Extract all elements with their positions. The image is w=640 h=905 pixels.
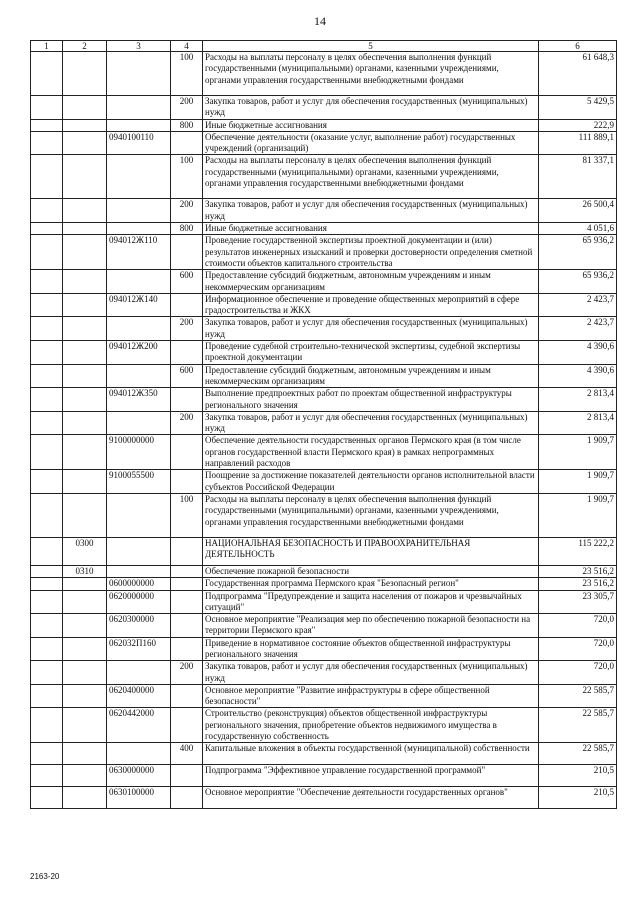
expense-type-cell	[171, 235, 203, 270]
expense-type-cell	[171, 565, 203, 577]
section-code-cell	[31, 223, 63, 235]
expense-type-cell: 200	[171, 199, 203, 223]
section-code-cell	[31, 743, 63, 765]
table-row	[31, 708, 617, 743]
section-code-cell	[31, 96, 63, 120]
subsection-code-cell	[63, 411, 107, 435]
table-row	[31, 614, 617, 638]
target-item-cell: 062032П160	[107, 637, 171, 661]
item-name-cell: Обеспечение пожарной безопасности	[203, 565, 539, 577]
amount-cell: 115 222,2	[539, 537, 617, 565]
budget-table	[30, 40, 617, 809]
subsection-code-cell	[63, 119, 107, 131]
section-code-cell	[31, 765, 63, 787]
subsection-code-cell	[63, 270, 107, 294]
item-name-cell: Закупка товаров, работ и услуг для обеспечения государственных (муниципальных) нужд	[203, 411, 539, 435]
subsection-code-cell	[63, 684, 107, 708]
item-name-cell: Закупка товаров, работ и услуг для обеспечения государственных (муниципальных) нужд	[203, 96, 539, 120]
item-name-cell: Поощрение за достижение показателей деятельности органов исполнительной власти субъектов Российской Федерации	[203, 470, 539, 494]
expense-type-cell	[171, 684, 203, 708]
expense-type-cell: 100	[171, 52, 203, 96]
table-row	[31, 388, 617, 412]
expense-type-cell	[171, 435, 203, 470]
expense-type-cell	[171, 470, 203, 494]
target-item-cell: 094012Ж140	[107, 293, 171, 317]
target-item-cell	[107, 155, 171, 199]
table-row	[31, 131, 617, 155]
section-code-cell	[31, 661, 63, 685]
amount-cell: 2 423,7	[539, 317, 617, 341]
subsection-code-cell	[63, 235, 107, 270]
item-name-cell: Приведение в нормативное состояние объектов общественной инфраструктуры регионального значения	[203, 637, 539, 661]
subsection-code-cell	[63, 364, 107, 388]
table-row	[31, 637, 617, 661]
subsection-code-cell	[63, 661, 107, 685]
expense-type-cell	[171, 293, 203, 317]
column-header: 3	[107, 41, 171, 52]
target-item-cell	[107, 223, 171, 235]
amount-cell: 22 585,7	[539, 708, 617, 743]
column-header: 5	[203, 41, 539, 52]
amount-cell: 111 889,1	[539, 131, 617, 155]
item-name-cell: Основное мероприятие "Обеспечение деятельности государственных органов"	[203, 787, 539, 809]
section-code-cell	[31, 235, 63, 270]
amount-cell: 720,0	[539, 614, 617, 638]
table-row	[31, 684, 617, 708]
table-row	[31, 578, 617, 590]
item-name-cell: Обеспечение деятельности государственных органов Пермского края (в том числе органов государственной власти Пермского края) в рамках непрограммных направлений расходов	[203, 435, 539, 470]
amount-cell: 23 305,7	[539, 590, 617, 614]
subsection-code-cell: 0300	[63, 537, 107, 565]
expense-type-cell	[171, 131, 203, 155]
section-code-cell	[31, 590, 63, 614]
table-row	[31, 565, 617, 577]
expense-type-cell	[171, 388, 203, 412]
section-code-cell	[31, 131, 63, 155]
target-item-cell	[107, 364, 171, 388]
table-row	[31, 364, 617, 388]
section-code-cell	[31, 637, 63, 661]
subsection-code-cell	[63, 578, 107, 590]
item-name-cell: Расходы на выплаты персоналу в целях обеспечения выполнения функций государственными (муниципальными) органами, казенными учреждениями, органами управления государственными внебюджетными фондами	[203, 52, 539, 96]
table-row	[31, 52, 617, 96]
target-item-cell: 0620300000	[107, 614, 171, 638]
item-name-cell: Иные бюджетные ассигнования	[203, 119, 539, 131]
section-code-cell	[31, 708, 63, 743]
item-name-cell: Расходы на выплаты персоналу в целях обеспечения выполнения функций государственными (муниципальными) органами, казенными учреждениями, органами управления государственными внебюджетными фондами	[203, 493, 539, 537]
subsection-code-cell	[63, 470, 107, 494]
table-row	[31, 155, 617, 199]
table-row	[31, 411, 617, 435]
amount-cell: 26 500,4	[539, 199, 617, 223]
table-row	[31, 787, 617, 809]
amount-cell: 22 585,7	[539, 743, 617, 765]
item-name-cell: Закупка товаров, работ и услуг для обеспечения государственных (муниципальных) нужд	[203, 661, 539, 685]
expense-type-cell	[171, 708, 203, 743]
target-item-cell: 0620400000	[107, 684, 171, 708]
target-item-cell: 094012Ж350	[107, 388, 171, 412]
amount-cell: 2 423,7	[539, 293, 617, 317]
amount-cell: 720,0	[539, 637, 617, 661]
expense-type-cell: 200	[171, 411, 203, 435]
expense-type-cell	[171, 765, 203, 787]
section-code-cell	[31, 493, 63, 537]
item-name-cell: Капитальные вложения в объекты государственной (муниципальной) собственности	[203, 743, 539, 765]
amount-cell: 65 936,2	[539, 235, 617, 270]
subsection-code-cell	[63, 493, 107, 537]
item-name-cell: Проведение государственной экспертизы проектной документации и (или) результатов инженерных изысканий и проверки достоверности определения сметной стоимости объектов капитального строительства	[203, 235, 539, 270]
amount-cell: 2 813,4	[539, 411, 617, 435]
subsection-code-cell	[63, 590, 107, 614]
column-header: 4	[171, 41, 203, 52]
table-row	[31, 96, 617, 120]
section-code-cell	[31, 199, 63, 223]
section-code-cell	[31, 787, 63, 809]
table-header-row	[31, 41, 617, 52]
amount-cell: 65 936,2	[539, 270, 617, 294]
table-row	[31, 317, 617, 341]
item-name-cell: Выполнение предпроектных работ по проектам общественной инфраструктуры регионального значения	[203, 388, 539, 412]
subsection-code-cell	[63, 614, 107, 638]
target-item-cell: 0620442000	[107, 708, 171, 743]
expense-type-cell	[171, 341, 203, 365]
table-row	[31, 270, 617, 294]
amount-cell: 23 516,2	[539, 578, 617, 590]
expense-type-cell: 100	[171, 155, 203, 199]
target-item-cell: 0630000000	[107, 765, 171, 787]
section-code-cell	[31, 52, 63, 96]
table-body	[31, 52, 617, 809]
section-code-cell	[31, 270, 63, 294]
subsection-code-cell	[63, 388, 107, 412]
subsection-code-cell	[63, 199, 107, 223]
subsection-code-cell	[63, 708, 107, 743]
subsection-code-cell	[63, 96, 107, 120]
amount-cell: 61 648,3	[539, 52, 617, 96]
item-name-cell: Закупка товаров, работ и услуг для обеспечения государственных (муниципальных) нужд	[203, 199, 539, 223]
subsection-code-cell	[63, 131, 107, 155]
table-row	[31, 235, 617, 270]
item-name-cell: Иные бюджетные ассигнования	[203, 223, 539, 235]
section-code-cell	[31, 317, 63, 341]
expense-type-cell	[171, 787, 203, 809]
item-name-cell: Основное мероприятие "Реализация мер по обеспечению пожарной безопасности на территории Пермского края"	[203, 614, 539, 638]
item-name-cell: Обеспечение деятельности (оказание услуг, выполнение работ) государственных учреждений (организаций)	[203, 131, 539, 155]
column-header: 2	[63, 41, 107, 52]
page-number: 14	[314, 14, 326, 28]
amount-cell: 5 429,5	[539, 96, 617, 120]
subsection-code-cell	[63, 743, 107, 765]
target-item-cell	[107, 270, 171, 294]
expense-type-cell	[171, 537, 203, 565]
section-code-cell	[31, 565, 63, 577]
item-name-cell: Государственная программа Пермского края "Безопасный регион"	[203, 578, 539, 590]
target-item-cell: 0620000000	[107, 590, 171, 614]
item-name-cell: Основное мероприятие "Развитие инфраструктуры в сфере общественной безопасности"	[203, 684, 539, 708]
table-row	[31, 119, 617, 131]
target-item-cell	[107, 52, 171, 96]
target-item-cell: 9100000000	[107, 435, 171, 470]
section-code-cell	[31, 341, 63, 365]
target-item-cell	[107, 96, 171, 120]
item-name-cell: Предоставление субсидий бюджетным, автономным учреждениям и иным некоммерческим организациям	[203, 270, 539, 294]
table-row	[31, 590, 617, 614]
table-row	[31, 661, 617, 685]
target-item-cell	[107, 411, 171, 435]
expense-type-cell: 100	[171, 493, 203, 537]
expense-type-cell: 800	[171, 223, 203, 235]
target-item-cell	[107, 493, 171, 537]
section-code-cell	[31, 614, 63, 638]
amount-cell: 210,5	[539, 787, 617, 809]
section-code-cell	[31, 684, 63, 708]
section-code-cell	[31, 155, 63, 199]
table-row	[31, 765, 617, 787]
column-header: 6	[539, 41, 617, 52]
amount-cell: 81 337,1	[539, 155, 617, 199]
item-name-cell: Информационное обеспечение и проведение общественных мероприятий в сфере градостроительства и ЖКХ	[203, 293, 539, 317]
subsection-code-cell	[63, 765, 107, 787]
target-item-cell: 094012Ж200	[107, 341, 171, 365]
subsection-code-cell: 0310	[63, 565, 107, 577]
section-code-cell	[31, 435, 63, 470]
target-item-cell: 094012Ж110	[107, 235, 171, 270]
target-item-cell	[107, 537, 171, 565]
subsection-code-cell	[63, 435, 107, 470]
amount-cell: 4 390,6	[539, 364, 617, 388]
target-item-cell: 0630100000	[107, 787, 171, 809]
subsection-code-cell	[63, 293, 107, 317]
table-row	[31, 341, 617, 365]
table-row	[31, 493, 617, 537]
target-item-cell	[107, 317, 171, 341]
target-item-cell	[107, 743, 171, 765]
subsection-code-cell	[63, 637, 107, 661]
amount-cell: 210,5	[539, 765, 617, 787]
item-name-cell: Подпрограмма "Эффективное управление государственной программой"	[203, 765, 539, 787]
table-row	[31, 537, 617, 565]
expense-type-cell	[171, 637, 203, 661]
amount-cell: 222,9	[539, 119, 617, 131]
section-code-cell	[31, 364, 63, 388]
item-name-cell: Подпрограмма "Предупреждение и защита населения от пожаров и чрезвычайных ситуаций"	[203, 590, 539, 614]
amount-cell: 1 909,7	[539, 435, 617, 470]
subsection-code-cell	[63, 223, 107, 235]
table-row	[31, 293, 617, 317]
target-item-cell: 0940100110	[107, 131, 171, 155]
section-code-cell	[31, 578, 63, 590]
subsection-code-cell	[63, 155, 107, 199]
section-code-cell	[31, 388, 63, 412]
item-name-cell: НАЦИОНАЛЬНАЯ БЕЗОПАСНОСТЬ И ПРАВООХРАНИТЕЛЬНАЯ ДЕЯТЕЛЬНОСТЬ	[203, 537, 539, 565]
expense-type-cell: 400	[171, 743, 203, 765]
amount-cell: 1 909,7	[539, 493, 617, 537]
table-row	[31, 223, 617, 235]
item-name-cell: Закупка товаров, работ и услуг для обеспечения государственных (муниципальных) нужд	[203, 317, 539, 341]
target-item-cell: 9100055500	[107, 470, 171, 494]
table-row	[31, 199, 617, 223]
table-row	[31, 435, 617, 470]
target-item-cell	[107, 661, 171, 685]
subsection-code-cell	[63, 787, 107, 809]
target-item-cell	[107, 565, 171, 577]
expense-type-cell: 200	[171, 317, 203, 341]
amount-cell: 2 813,4	[539, 388, 617, 412]
amount-cell: 1 909,7	[539, 470, 617, 494]
expense-type-cell: 600	[171, 364, 203, 388]
expense-type-cell	[171, 590, 203, 614]
amount-cell: 4 390,6	[539, 341, 617, 365]
section-code-cell	[31, 411, 63, 435]
section-code-cell	[31, 537, 63, 565]
expense-type-cell: 800	[171, 119, 203, 131]
subsection-code-cell	[63, 52, 107, 96]
table-row	[31, 470, 617, 494]
footer-code: 2163-20	[30, 872, 60, 881]
subsection-code-cell	[63, 317, 107, 341]
column-header: 1	[31, 41, 63, 52]
item-name-cell: Проведение судебной строительно-технической экспертизы, судебной экспертизы проектной документации	[203, 341, 539, 365]
item-name-cell: Строительство (реконструкция) объектов общественной инфраструктуры регионального значения, приобретение объектов недвижимого имущества в государственную собственность	[203, 708, 539, 743]
item-name-cell: Предоставление субсидий бюджетным, автономным учреждениям и иным некоммерческим организациям	[203, 364, 539, 388]
table-row	[31, 743, 617, 765]
amount-cell: 4 051,6	[539, 223, 617, 235]
expense-type-cell: 200	[171, 661, 203, 685]
amount-cell: 23 516,2	[539, 565, 617, 577]
expense-type-cell: 600	[171, 270, 203, 294]
target-item-cell	[107, 199, 171, 223]
amount-cell: 22 585,7	[539, 684, 617, 708]
expense-type-cell: 200	[171, 96, 203, 120]
amount-cell: 720,0	[539, 661, 617, 685]
expense-type-cell	[171, 614, 203, 638]
section-code-cell	[31, 293, 63, 317]
section-code-cell	[31, 470, 63, 494]
expense-type-cell	[171, 578, 203, 590]
item-name-cell: Расходы на выплаты персоналу в целях обеспечения выполнения функций государственными (муниципальными) органами, казенными учреждениями, органами управления государственными внебюджетными фондами	[203, 155, 539, 199]
target-item-cell	[107, 119, 171, 131]
section-code-cell	[31, 119, 63, 131]
subsection-code-cell	[63, 341, 107, 365]
target-item-cell: 0600000000	[107, 578, 171, 590]
